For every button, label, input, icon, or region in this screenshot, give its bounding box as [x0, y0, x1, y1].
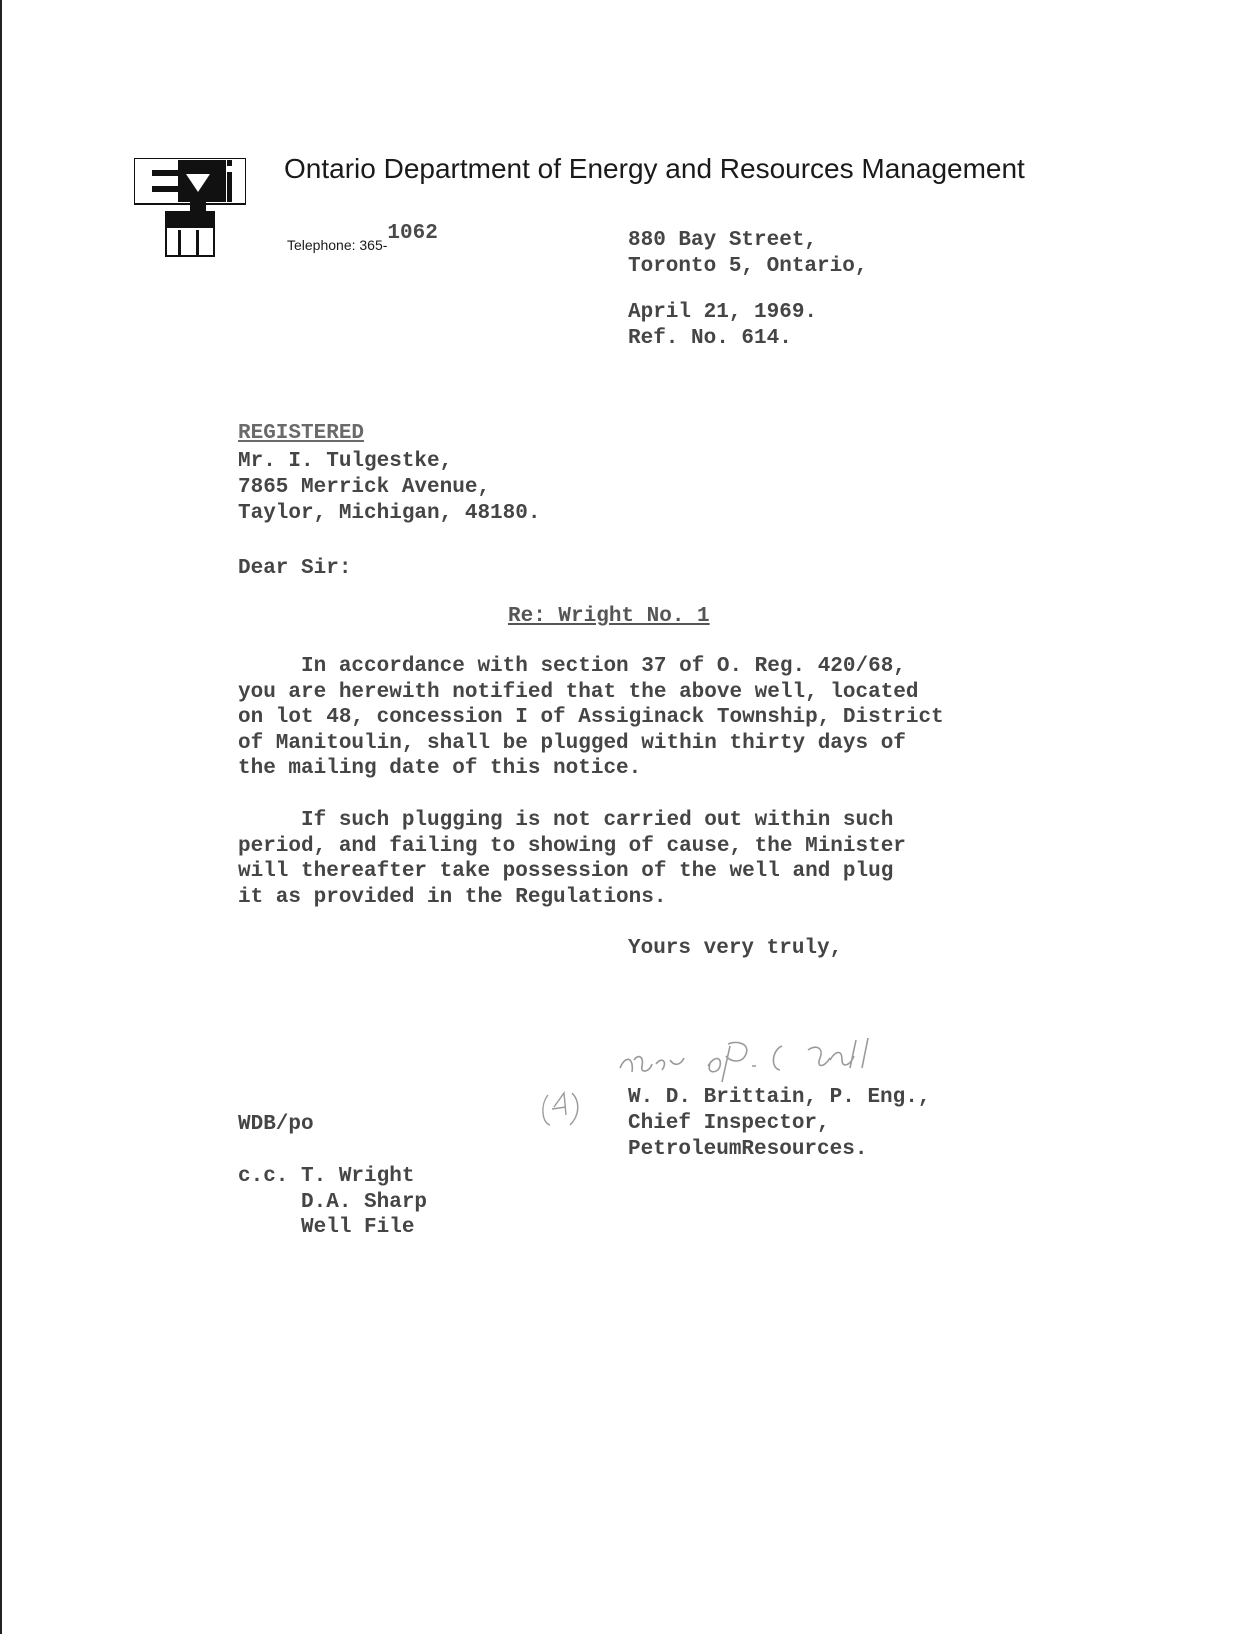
scan-edge — [0, 0, 2, 1634]
recipient-line: 7865 Merrick Avenue, — [238, 476, 491, 499]
recipient-address — [238, 449, 540, 527]
reference-number: Ref. No. 614. — [628, 327, 792, 350]
department-name: Ontario Department of Energy and Resources Management — [284, 153, 1025, 184]
cc-line: D.A. Sharp — [238, 1190, 428, 1214]
salutation: Dear Sir: — [238, 557, 352, 580]
handwritten-signature — [612, 1030, 982, 1090]
carbon-copy-list — [238, 1164, 427, 1241]
signer-title: Chief Inspector, — [628, 1112, 830, 1135]
mailing-type: REGISTERED — [238, 422, 365, 445]
signer-division: PetroleumResources. — [628, 1138, 868, 1161]
typist-initials: WDB/po — [238, 1113, 314, 1136]
telephone — [287, 222, 438, 253]
signer-name: W. D. Brittain, P. Eng., — [628, 1086, 931, 1109]
subject-line: Re: Wright No. 1 — [508, 605, 710, 628]
address-line: Toronto 5, Ontario, — [628, 255, 868, 278]
sender-address — [628, 228, 867, 280]
letter-date: April 21, 1969. — [628, 301, 818, 324]
handwritten-initials — [538, 1085, 600, 1143]
recipient-line: Mr. I. Tulgestke, — [238, 450, 453, 473]
closing: Yours very truly, — [628, 937, 843, 960]
telephone-number: 1062 — [387, 222, 438, 245]
date-block — [628, 300, 817, 352]
address-line: 880 Bay Street, — [628, 229, 818, 252]
signer-block — [628, 1085, 930, 1163]
body-paragraph: If such plugging is not carried out within such period, and failing to showing of cause, the Minister will thereafter take possession of the well and plug it as provided in the Regulations. — [238, 809, 906, 909]
cc-line: Well File — [238, 1216, 415, 1239]
erm-logo — [134, 158, 246, 260]
recipient-line: Taylor, Michigan, 48180. — [238, 502, 541, 525]
cc-line: c.c. T. Wright — [238, 1165, 415, 1188]
body-paragraph: In accordance with section 37 of O. Reg. 420/68, you are herewith notified that the above well, located on lot 48, concession I of Assiginack Township, District of Manitoulin, shall be plugged within thirty days of the mailing date of this notice. — [238, 655, 944, 780]
telephone-label: Telephone: 365- — [287, 237, 388, 253]
